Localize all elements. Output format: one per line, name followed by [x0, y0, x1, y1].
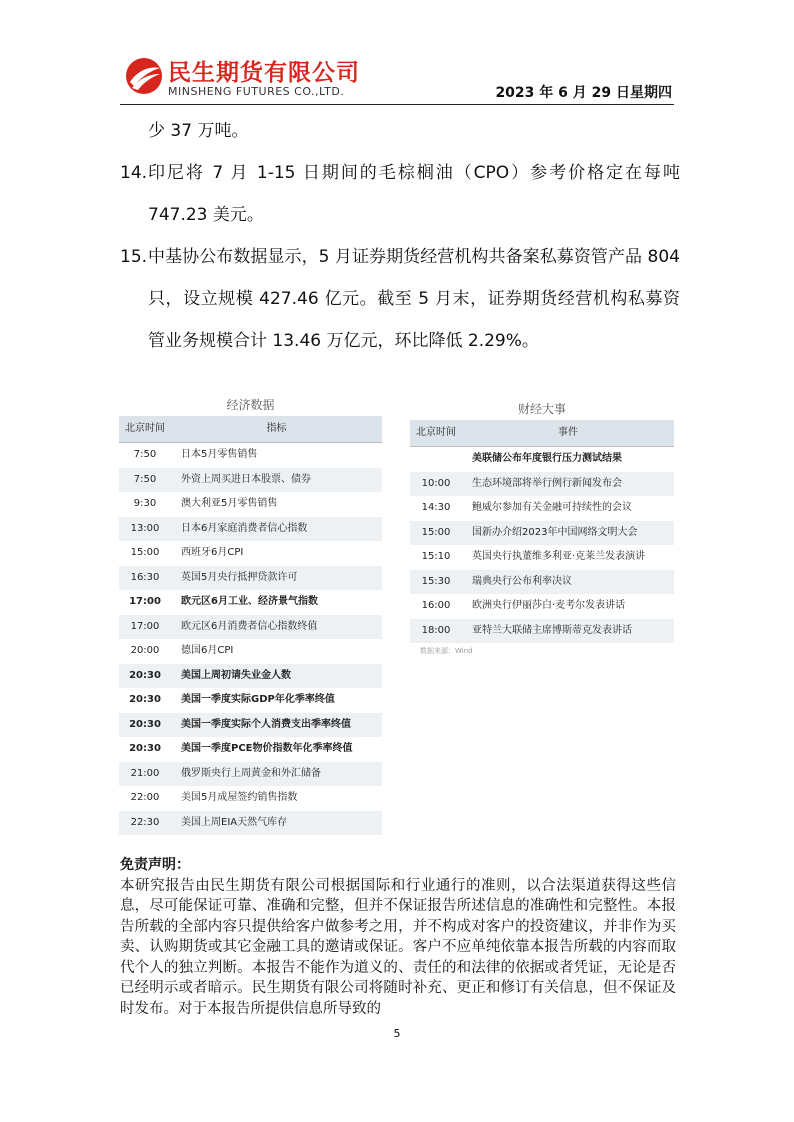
disclaimer-body: 本研究报告由民生期货有限公司根据国际和行业通行的准则，以合法渠道获得这些信息，尽可能保证可靠、准确和完整，但并不保证报告所述信息的准确性和完整性。本报告所载的全部内容只提供给客户做参考之用，并不构成对客户的投资建议，并非作为买卖、认购期货或其它金融工具的邀请或保证。客户不应单纯依靠本报告所载的内容而取代个人的独立判断。本报告不能作为道义的、责任的和法律的依据或者凭证，无论是否已经明示或者暗示。民生期货有限公司将随时补充、更正和修订有关信息，但不保证及时发布。对于本报告所提供信息所导致的	[120, 877, 676, 1017]
row-time: 22:30	[130, 816, 160, 828]
row-time: 14:30	[421, 502, 451, 513]
news-item	[120, 152, 680, 236]
table-row	[410, 447, 674, 472]
row-time: 7:50	[133, 449, 157, 460]
economic-table-title: 经济数据	[226, 398, 275, 412]
disclaimer-title: 免责声明：	[120, 857, 190, 873]
row-time: 20:30	[129, 718, 161, 730]
row-text: 美国一季度实际GDP年化季率终值	[181, 694, 335, 705]
row-time: 7:50	[133, 473, 157, 485]
table-row	[119, 713, 382, 738]
row-time: 15:00	[130, 547, 160, 558]
row-time: 17:00	[130, 620, 160, 632]
row-text: 日本5月零售销售	[181, 449, 258, 460]
row-time: 15:00	[421, 526, 451, 538]
table-row	[410, 472, 674, 497]
row-time: 21:00	[130, 767, 160, 779]
table-row	[410, 496, 674, 521]
row-text: 德国6月CPI	[181, 645, 234, 656]
row-text: 美联储公布年度银行压力测试结果	[472, 453, 622, 464]
row-text: 生态环境部将举行例行新闻发布会	[472, 477, 622, 489]
page-number: 5	[393, 1027, 401, 1040]
economic-table-header	[119, 416, 382, 443]
news-item	[120, 236, 680, 362]
row-text: 国新办介绍2023年中国网络文明大会	[472, 526, 638, 538]
table-row	[119, 664, 382, 689]
row-time: 15:10	[421, 551, 451, 562]
table-row	[119, 688, 382, 713]
news-number: 15.	[120, 247, 148, 267]
table-row	[119, 443, 382, 468]
news-number: 14.	[120, 163, 148, 183]
table-row	[410, 570, 674, 595]
brand-name-en: MINSHENG FUTURES CO.,LTD.	[168, 85, 345, 98]
table-row	[119, 737, 382, 762]
row-time: 13:00	[130, 522, 160, 534]
row-time: 20:30	[129, 743, 161, 754]
header-event: 事件	[558, 427, 578, 438]
row-text: 亚特兰大联储主席博斯蒂克发表讲话	[472, 624, 632, 636]
table-row	[119, 541, 382, 566]
row-text: 美国5月成屋签约销售指数	[181, 792, 298, 803]
table-row	[119, 590, 382, 615]
table-row	[410, 594, 674, 619]
row-text: 美国上周EIA天然气库存	[181, 816, 288, 828]
table-row	[119, 517, 382, 542]
row-time: 16:30	[130, 571, 160, 583]
news-text: 印尼将 7 月 1-15 日期间的毛棕榈油（CPO）参考价格定在每吨 747.23 美元。	[148, 163, 680, 225]
row-text: 鲍威尔参加有关金融可持续性的会议	[472, 502, 632, 513]
news-continuation: 少 37 万吨。	[148, 121, 249, 141]
table-row	[119, 566, 382, 591]
table-row	[410, 619, 674, 644]
table-row	[410, 545, 674, 570]
row-text: 瑞典央行公布利率决议	[472, 575, 572, 587]
row-time: 20:30	[129, 694, 161, 705]
minsheng-logo-icon	[124, 56, 164, 96]
header-time: 北京时间	[416, 427, 456, 438]
table-row	[119, 811, 382, 836]
table-row	[119, 468, 382, 493]
table-row	[119, 615, 382, 640]
row-time: 10:00	[421, 477, 451, 489]
events-table	[410, 398, 674, 656]
row-time: 20:00	[130, 645, 160, 656]
row-text: 西班牙6月CPI	[181, 547, 244, 558]
row-text: 美国上周初请失业金人数	[181, 669, 291, 681]
row-text: 澳大利亚5月零售销售	[181, 498, 278, 509]
row-time: 22:00	[130, 792, 160, 803]
report-date: 2023 年 6 月 29 日星期四	[495, 85, 672, 101]
table-row	[119, 786, 382, 811]
row-text: 日本6月家庭消费者信心指数	[181, 522, 308, 534]
brand-name-cn: 民生期货有限公司	[168, 60, 360, 86]
page-header	[120, 52, 674, 105]
disclaimer	[120, 855, 676, 1019]
events-table-body	[410, 447, 674, 643]
table-row	[119, 639, 382, 664]
row-text: 欧元区6月工业、经济景气指数	[181, 596, 318, 607]
events-table-header	[410, 420, 674, 447]
news-list	[120, 110, 680, 362]
news-text: 中基协公布数据显示，5 月证券期货经营机构共备案私募资管产品 804 只，设立规模 427.46 亿元。截至 5 月末，证券期货经营机构私募资管业务规模合计 13.46 万亿元，环比降低 2.29%。	[148, 247, 680, 351]
row-text: 英国5月央行抵押贷款许可	[181, 571, 298, 583]
table-row	[410, 521, 674, 546]
row-time: 9:30	[133, 498, 157, 509]
table-row	[119, 762, 382, 787]
row-time: 15:30	[421, 575, 451, 587]
row-time: 16:00	[421, 600, 451, 611]
row-text: 欧元区6月消费者信心指数终值	[181, 620, 318, 632]
row-text: 英国央行执董维多利亚·克莱兰发表演讲	[472, 551, 646, 562]
row-time: 20:30	[129, 669, 161, 681]
row-time	[410, 447, 462, 472]
table-row	[119, 492, 382, 517]
economic-table-body	[119, 443, 382, 835]
header-time: 北京时间	[125, 423, 165, 434]
row-text: 俄罗斯央行上周黄金和外汇储备	[181, 767, 321, 779]
row-text: 外资上周买进日本股票、债券	[181, 473, 311, 485]
row-time: 17:00	[129, 596, 161, 607]
row-time: 18:00	[421, 624, 451, 636]
events-table-title: 财经大事	[517, 402, 566, 416]
header-indicator: 指标	[266, 423, 287, 434]
row-text: 欧洲央行伊丽莎白·麦考尔发表讲话	[472, 600, 626, 611]
row-text: 美国一季度实际个人消费支出季率终值	[181, 718, 351, 730]
data-source: 数据来源：Wind	[420, 647, 473, 655]
row-text: 美国一季度PCE物价指数年化季率终值	[181, 743, 353, 754]
economic-data-table	[119, 394, 382, 835]
